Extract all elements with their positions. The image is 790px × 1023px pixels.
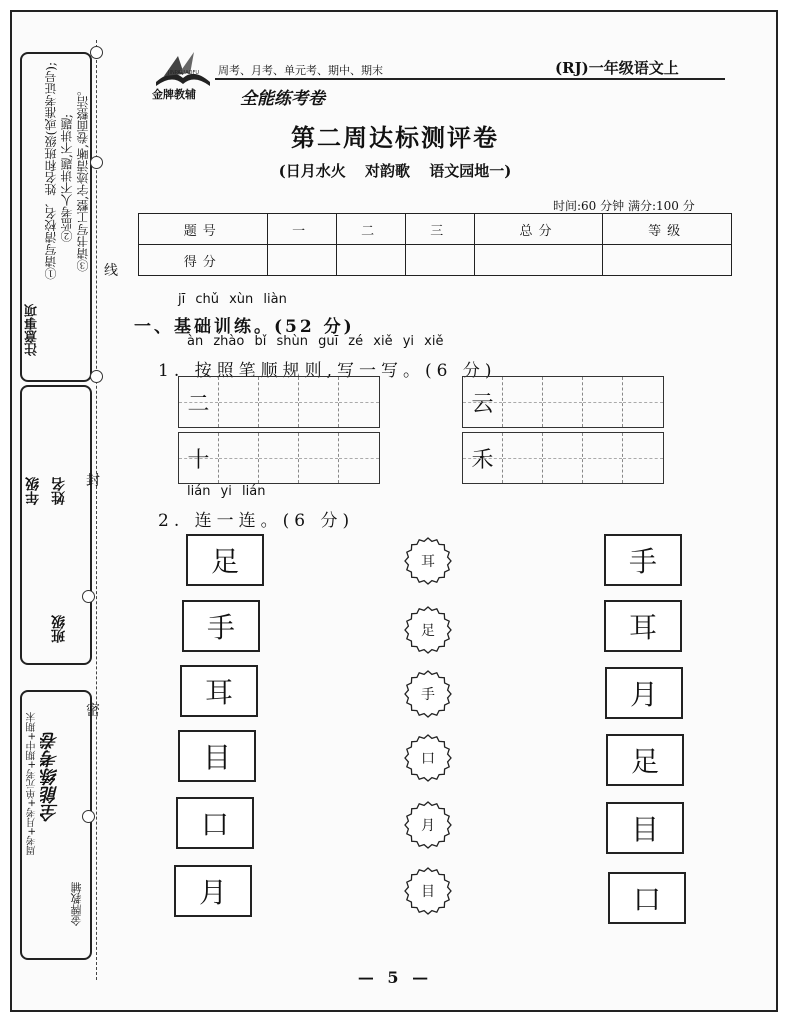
q2-pinyin: lián yi lián bbox=[187, 484, 266, 499]
ancient-glyph-box[interactable] bbox=[606, 802, 684, 854]
grid-cell-model: 十 bbox=[179, 433, 219, 483]
middle-character[interactable]: 口 bbox=[421, 751, 435, 767]
side-brand-types: 周考+月考+单元考+期中+期末 bbox=[27, 712, 38, 856]
page-subtitle: (日月水火 对韵歌 语文园地一) bbox=[278, 162, 512, 180]
notice-label: 注意事项 bbox=[25, 304, 40, 356]
grid-cell[interactable] bbox=[259, 433, 299, 483]
section-heading: 一、基础训练。(52 分) bbox=[134, 317, 355, 337]
table-cell: 得分 bbox=[139, 245, 268, 276]
binding-hole bbox=[82, 590, 95, 603]
time-info: 时间:60 分钟 满分:100 分 bbox=[553, 199, 695, 213]
grid-cell[interactable] bbox=[623, 377, 663, 427]
score-table bbox=[138, 213, 732, 276]
q1-text: 1. 按照笔顺规则,写一写。(6 分) bbox=[158, 361, 497, 381]
q2-text: 2. 连一连。(6 分) bbox=[158, 511, 355, 531]
grid-cell-model: 二 bbox=[179, 377, 219, 427]
writing-grid[interactable] bbox=[462, 432, 664, 484]
series-name: 全能练考卷 bbox=[240, 89, 325, 109]
ancient-glyph-box[interactable] bbox=[178, 730, 256, 782]
header-rule bbox=[215, 78, 725, 80]
writing-grid[interactable] bbox=[178, 432, 380, 484]
binding-hole bbox=[90, 370, 103, 383]
ancient-glyph-box[interactable] bbox=[186, 534, 264, 586]
ancient-glyph-box[interactable] bbox=[605, 667, 683, 719]
grid-cell[interactable] bbox=[259, 377, 299, 427]
grid-cell[interactable] bbox=[339, 377, 379, 427]
brand-name: 金牌教辅 bbox=[152, 88, 196, 100]
book-logo-icon bbox=[150, 48, 216, 100]
grid-cell-model: 禾 bbox=[463, 433, 503, 483]
grid-cell[interactable] bbox=[543, 377, 583, 427]
binding-hole bbox=[90, 46, 103, 59]
cut-mark: 密 bbox=[86, 703, 100, 719]
glyph: 足 bbox=[210, 545, 239, 578]
glyph: 目 bbox=[202, 741, 231, 774]
class-field: 班级 bbox=[51, 615, 67, 643]
middle-character[interactable]: 目 bbox=[421, 884, 435, 900]
score-input-cell[interactable] bbox=[267, 245, 336, 276]
logo-label: JINPAIJIAOFU bbox=[168, 70, 200, 76]
middle-character[interactable]: 耳 bbox=[421, 554, 435, 570]
ancient-glyph-box[interactable] bbox=[606, 734, 684, 786]
table-row bbox=[139, 214, 732, 245]
grade-field: 年级 bbox=[25, 477, 41, 505]
grid-cell[interactable] bbox=[219, 377, 259, 427]
notice-item: ②监考人不讲题,不讲题; bbox=[60, 114, 74, 242]
page-title: 第二周达标测评卷 bbox=[291, 123, 499, 152]
table-cell: 一 bbox=[267, 214, 336, 245]
notice-item: ③请书写工整,字迹清晰,卷面整洁。 bbox=[76, 84, 90, 272]
grid-cell[interactable] bbox=[543, 433, 583, 483]
name-field: 姓名 bbox=[51, 477, 67, 505]
glyph: 口 bbox=[200, 808, 229, 841]
side-brand-box bbox=[20, 690, 92, 960]
table-cell: 总分 bbox=[474, 214, 603, 245]
cut-line bbox=[96, 40, 97, 980]
glyph: 手 bbox=[628, 545, 657, 578]
middle-character[interactable]: 足 bbox=[421, 623, 435, 639]
binding-hole bbox=[82, 810, 95, 823]
grid-cell[interactable] bbox=[583, 433, 623, 483]
ancient-glyph-box[interactable] bbox=[176, 797, 254, 849]
ancient-glyph-box[interactable] bbox=[180, 665, 258, 717]
side-brand-series: 全能练考卷 bbox=[40, 732, 61, 822]
grid-cell[interactable] bbox=[299, 433, 339, 483]
side-brand-name: 金牌教辅 bbox=[70, 882, 83, 926]
ancient-glyph-box[interactable] bbox=[174, 865, 252, 917]
grid-cell[interactable] bbox=[219, 433, 259, 483]
cut-mark: 线 bbox=[104, 263, 118, 279]
student-info-box bbox=[20, 385, 92, 665]
exam-types: 周考、月考、单元考、期中、期末 bbox=[218, 64, 383, 77]
grid-cell-model: 云 bbox=[463, 377, 503, 427]
glyph: 耳 bbox=[628, 611, 657, 644]
grid-cell[interactable] bbox=[299, 377, 339, 427]
middle-character[interactable]: 手 bbox=[421, 687, 435, 703]
q1-pinyin: àn zhào bǐ shùn guī zé xiě yi xiě bbox=[187, 334, 444, 349]
ancient-glyph-box[interactable] bbox=[182, 600, 260, 652]
ancient-glyph-box[interactable] bbox=[604, 600, 682, 652]
ancient-glyph-box[interactable] bbox=[608, 872, 686, 924]
score-input-cell[interactable] bbox=[336, 245, 405, 276]
notice-item: ①请写清校名、姓名和班级(或准考证号); bbox=[44, 62, 58, 280]
glyph: 耳 bbox=[204, 676, 233, 709]
page-number: — 5 — bbox=[357, 968, 433, 987]
glyph: 目 bbox=[630, 813, 659, 846]
glyph: 足 bbox=[630, 745, 659, 778]
grade-label: (RJ)一年级语文上 bbox=[555, 59, 679, 77]
grid-cell[interactable] bbox=[503, 433, 543, 483]
grid-cell[interactable] bbox=[339, 433, 379, 483]
glyph: 口 bbox=[632, 883, 661, 916]
score-input-cell[interactable] bbox=[405, 245, 474, 276]
grid-cell[interactable] bbox=[623, 433, 663, 483]
table-cell: 题号 bbox=[139, 214, 268, 245]
table-row bbox=[139, 245, 732, 276]
glyph: 手 bbox=[206, 611, 235, 644]
ancient-glyph-box[interactable] bbox=[604, 534, 682, 586]
score-input-cell[interactable] bbox=[603, 245, 732, 276]
writing-grid[interactable] bbox=[178, 376, 380, 428]
cut-mark: 封 bbox=[86, 473, 100, 489]
notice-box bbox=[20, 52, 92, 382]
table-cell: 三 bbox=[405, 214, 474, 245]
table-cell: 二 bbox=[336, 214, 405, 245]
grid-cell[interactable] bbox=[503, 377, 543, 427]
writing-grid[interactable] bbox=[462, 376, 664, 428]
middle-character[interactable]: 月 bbox=[421, 818, 435, 834]
grid-cell[interactable] bbox=[583, 377, 623, 427]
table-cell: 等级 bbox=[603, 214, 732, 245]
score-input-cell[interactable] bbox=[474, 245, 603, 276]
glyph: 月 bbox=[198, 876, 227, 909]
glyph: 月 bbox=[629, 678, 658, 711]
section-pinyin: jī chǔ xùn liàn bbox=[178, 292, 287, 307]
